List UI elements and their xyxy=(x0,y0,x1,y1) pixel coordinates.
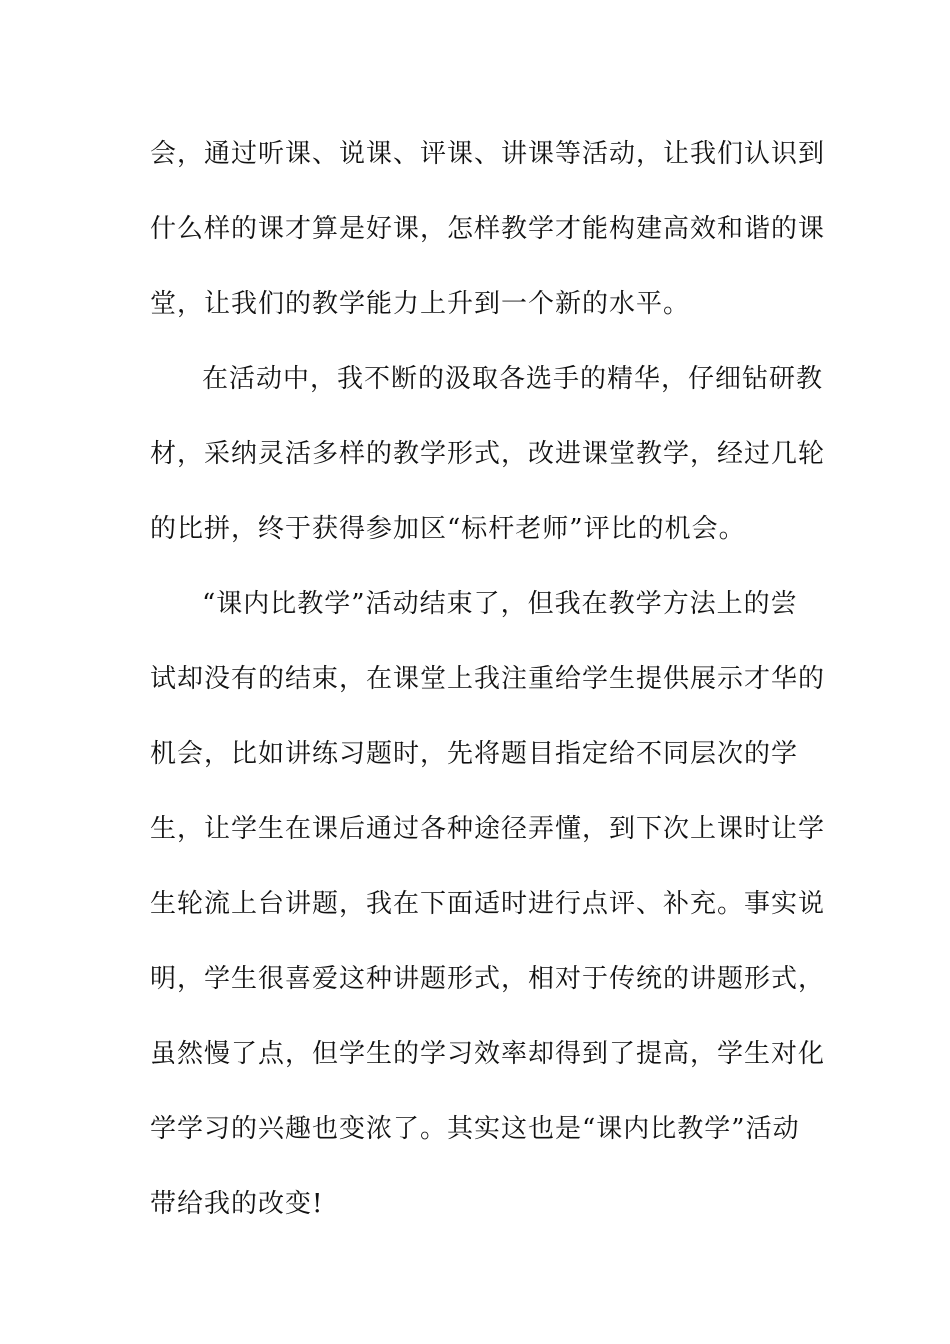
text-line-15: 带给我的改变! xyxy=(150,1189,324,1219)
text-line-10: 生，让学生在课后通过各种途径弄懂，到下次上课时让学 xyxy=(150,814,826,844)
text-line-14: 学学习的兴趣也变浓了。其实这也是“课内比教学”活动 xyxy=(150,1114,800,1144)
text-line-7: “课内比教学”活动结束了，但我在教学方法上的尝 xyxy=(202,589,798,619)
text-line-13: 虽然慢了点，但学生的学习效率却得到了提高，学生对化 xyxy=(150,1039,826,1069)
text-line-8: 试却没有的结束，在课堂上我注重给学生提供展示才华的 xyxy=(150,664,826,694)
text-line-3: 堂，让我们的教学能力上升到一个新的水平。 xyxy=(150,289,691,319)
text-line-12: 明，学生很喜爱这种讲题形式，相对于传统的讲题形式， xyxy=(150,964,826,994)
text-line-1: 会，通过听课、说课、评课、讲课等活动，让我们认识到 xyxy=(150,139,826,169)
text-line-2: 什么样的课才算是好课，怎样教学才能构建高效和谐的课 xyxy=(150,214,826,244)
document-body xyxy=(150,117,826,1242)
text-line-6: 的比拼，终于获得参加区“标杆老师”评比的机会。 xyxy=(150,514,746,544)
text-line-11: 生轮流上台讲题，我在下面适时进行点评、补充。事实说 xyxy=(150,889,826,919)
text-line-4: 在活动中，我不断的汲取各选手的精华，仔细钻研教 xyxy=(202,364,824,394)
text-line-5: 材，采纳灵活多样的教学形式，改进课堂教学，经过几轮 xyxy=(150,439,826,469)
text-line-9: 机会，比如讲练习题时，先将题目指定给不同层次的学 xyxy=(150,739,799,769)
